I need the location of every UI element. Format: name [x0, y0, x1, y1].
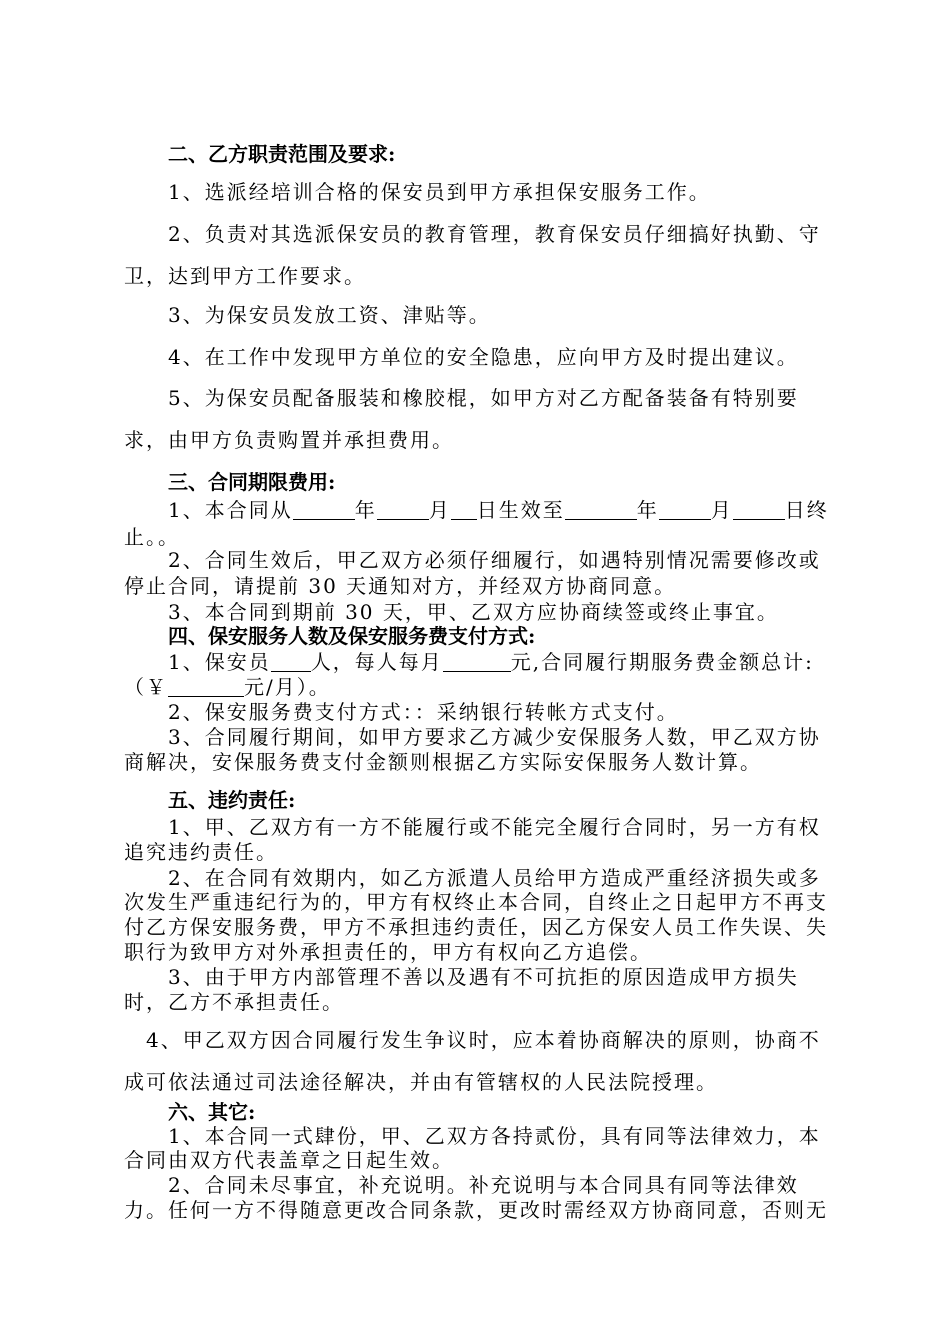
section-2-item-1: 1、选派经培训合格的保安员到甲方承担保安服务工作。	[168, 180, 711, 204]
fee-line: 1、保安员 人，每人每月 元,合同履行期服务费金额总计:	[168, 650, 814, 674]
section-5-item-1-cont: 追究违约责任。	[124, 840, 278, 864]
section-2-item-5-cont: 求，由甲方负责购置并承担费用。	[124, 428, 454, 452]
section-3-item-3: 3、本合同到期前 30 天，甲、乙双方应协商续签或终止事宜。	[168, 600, 779, 624]
year-blank-end	[565, 499, 637, 520]
section-6-item-1-cont: 合同由双方代表盖章之日起生效。	[124, 1148, 454, 1172]
section-5-item-1: 1、甲、乙双方有一方不能履行或不能完全履行合同时，另一方有权	[168, 815, 821, 839]
section-6-item-2-cont: 力。任何一方不得随意更改合同条款，更改时需经双方协商同意，否则无	[124, 1198, 828, 1222]
year-blank	[293, 499, 355, 520]
section-5-item-3-cont: 时，乙方不承担责任。	[124, 990, 344, 1014]
section-2-item-5: 5、为保安员配备服装和橡胶棍，如甲方对乙方配备装备有特别要	[168, 386, 799, 410]
month-blank	[377, 499, 429, 520]
section-5-item-4: 4、甲乙双方因合同履行发生争议时，应本着协商解决的原则，协商不	[146, 1028, 821, 1052]
term-line-cont: 止。。	[124, 525, 180, 549]
section-5-heading: 五、违约责任:	[168, 788, 296, 812]
section-6-item-2: 2、合同未尽事宜，补充说明。补充说明与本合同具有同等法律效	[168, 1173, 799, 1197]
section-5-item-3: 3、由于甲方内部管理不善以及遇有不可抗拒的原因造成甲方损失	[168, 965, 799, 989]
section-5-item-2-cont-2: 付乙方保安服务费，甲方不承担违约责任，因乙方保安人员工作失误、失	[124, 915, 828, 939]
section-3-heading: 三、合同期限费用:	[168, 470, 336, 494]
section-5-item-2-cont-3: 职行为致甲方对外承担责任的，甲方有权向乙方追偿。	[124, 940, 652, 964]
section-4-item-3: 3、合同履行期间，如甲方要求乙方减少安保服务人数，甲乙双方协	[168, 725, 821, 749]
section-2-item-2-cont: 卫，达到甲方工作要求。	[124, 264, 366, 288]
section-3-item-2-cont: 停止合同，请提前 30 天通知对方，并经双方协商同意。	[124, 574, 677, 598]
day-blank-end	[733, 499, 785, 520]
monthly-fee-blank	[443, 651, 511, 672]
total-fee-blank	[168, 676, 244, 697]
section-2-item-3: 3、为保安员发放工资、津贴等。	[168, 303, 491, 327]
section-2-item-4: 4、在工作中发现甲方单位的安全隐患，应向甲方及时提出建议。	[168, 345, 799, 369]
section-2-heading: 二、乙方职责范围及要求:	[168, 142, 396, 166]
section-2-item-2: 2、负责对其选派保安员的教育管理，教育保安员仔细搞好执勤、守	[168, 222, 821, 246]
day-blank	[451, 499, 477, 520]
section-3-item-2: 2、合同生效后，甲乙双方必须仔细履行，如遇特别情况需要修改或	[168, 548, 821, 572]
section-6-heading: 六、其它:	[168, 1100, 256, 1124]
section-4-heading: 四、保安服务人数及保安服务费支付方式:	[168, 624, 536, 648]
fee-total-line: （￥ 元/月）。	[124, 675, 331, 699]
section-4-item-2: 2、保安服务费支付方式：：采纳银行转帐方式支付。	[168, 700, 679, 724]
section-6-item-1: 1、本合同一式肆份，甲、乙双方各持贰份，具有同等法律效力，本	[168, 1124, 821, 1148]
section-5-item-2-cont-1: 次发生严重违纪行为的，甲方有权终止本合同，自终止之日起甲方不再支	[124, 890, 828, 914]
guard-count-blank	[271, 651, 311, 672]
month-blank-end	[659, 499, 711, 520]
section-5-item-4-cont: 成可依法通过司法途径解决，并由有管辖权的人民法院授理。	[124, 1070, 718, 1094]
section-5-item-2: 2、在合同有效期内，如乙方派遣人员给甲方造成严重经济损失或多	[168, 866, 821, 890]
term-line: 1、本合同从 年 月 日生效至 年 月 日终	[168, 498, 829, 522]
section-4-item-3-cont: 商解决，安保服务费支付金额则根据乙方实际安保服务人数计算。	[124, 750, 762, 774]
